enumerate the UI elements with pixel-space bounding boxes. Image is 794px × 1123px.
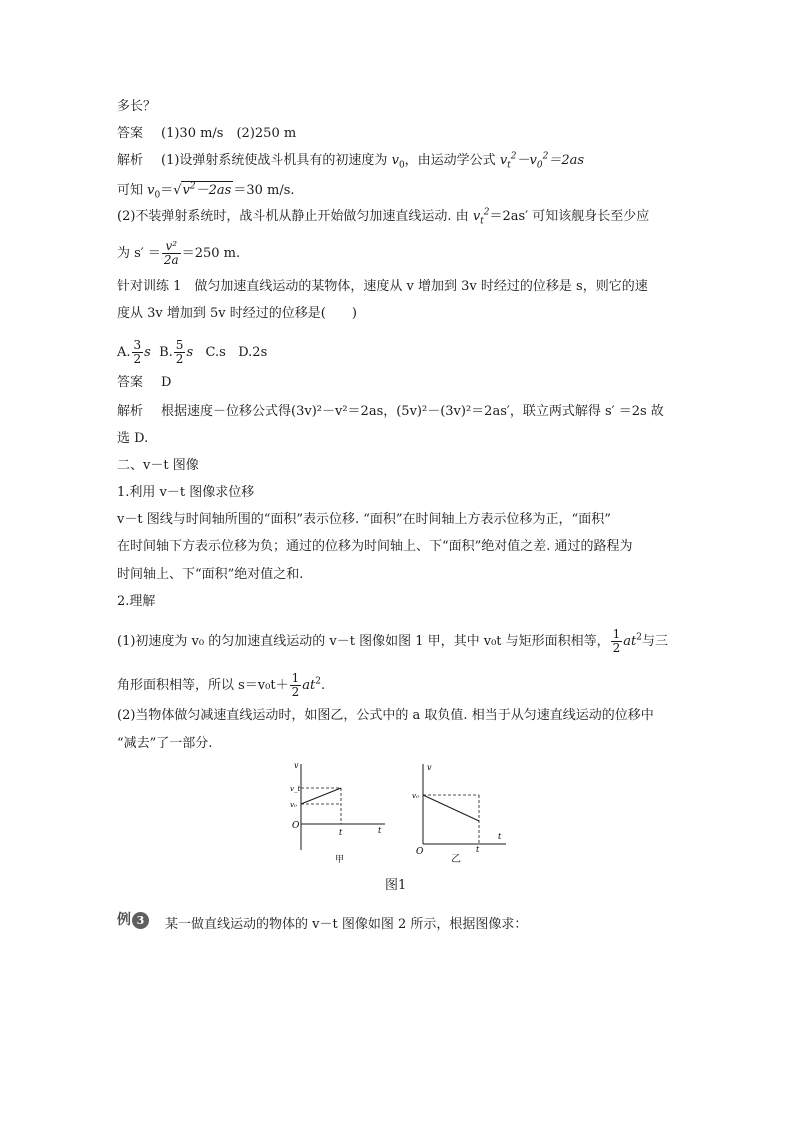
label-v0: v₀ [412, 792, 419, 800]
analysis-line: 解析 (1)设弹射系统使战斗机具有的初速度为 $v_0$，由运动学公式 $v_t^2-v_0^2=2as$ [117, 151, 585, 171]
axis-label-v: v [427, 763, 432, 772]
analysis-text: ＝30 m/s. [233, 183, 295, 198]
subsection-title: 2.理解 [117, 594, 156, 609]
figure-right-graph [406, 758, 510, 858]
example-number: 3 [132, 912, 149, 929]
analysis-text: ，由运动学公式 [404, 153, 500, 168]
analysis-line [117, 403, 664, 421]
text-line: 多长？ [117, 99, 157, 114]
figure-left-graph [285, 758, 395, 870]
analysis-text: (1)设弹射系统使战斗机具有的初速度为 [161, 153, 392, 168]
velocity-line [423, 795, 479, 821]
axis-label-v: v [294, 761, 299, 770]
analysis-text: ＝250 m. [181, 246, 241, 261]
label-v0: v₀ [290, 801, 297, 809]
analysis-text: 可知 [117, 183, 148, 198]
paragraph-line: 时间轴上、下“面积”绝对值之和. [117, 567, 304, 582]
origin-label: O [292, 821, 300, 831]
tick-label-t: t [476, 845, 480, 854]
analysis-line: 可知 $v_0=√v^2-2as =30$ m/s. [117, 181, 295, 201]
example-text: 某一做直线运动的物体的 v－t 图像如图 2 所示，根据图像求： [165, 917, 528, 932]
answer-label: 答案 [117, 375, 144, 390]
analysis-text: 为 s′ ＝ [117, 246, 161, 261]
paragraph-line: 角形面积相等，所以 s＝v₀t＋ $\frac{1}{2}$ $at^2$. [117, 671, 326, 699]
paragraph-line: 在时间轴下方表示位移为负；通过的位移为时间轴上、下“面积”绝对值之差. 通过的路程为 [117, 539, 633, 554]
paragraph-line: “减去”了一部分. [117, 736, 213, 751]
paragraph-line: v－t 图线与时间轴所围的“面积”表示位移. “面积”在时间轴上方表示位移为正，“面积” [117, 512, 611, 527]
formula: $v_t^2-v_0^2=2as$ [499, 151, 585, 171]
answer-value: D [161, 375, 172, 390]
analysis-line: (2)不装弹射系统时，战斗机从静止开始做匀加速直线运动. 由 $v_t^2=2as'$ 可知该舰身长至少应 [117, 207, 650, 227]
analysis-text: ＝2as′ 可知该舰身长至少应 [489, 209, 650, 224]
answer-line [117, 374, 171, 392]
graph-label: 甲 [335, 855, 345, 865]
paragraph-line: (1)初速度为 v₀ 的匀加速直线运动的 v－t 图像如图 1 甲，其中 v₀t 与矩形面积相等， $\frac{1}{2}$ $at^2$与三 [117, 627, 669, 655]
example-badge [117, 909, 149, 929]
label-vt: v_t [290, 785, 301, 793]
paragraph-text: 与三 [642, 634, 669, 649]
options-line [117, 339, 267, 366]
tick-label-t: t [339, 828, 343, 837]
velocity-line [301, 788, 341, 804]
axis-label-t: t [378, 826, 382, 835]
paragraph-text: (1)初速度为 v₀ 的匀加速直线运动的 v－t 图像如图 1 甲，其中 v₀t 与矩形面积相等， [117, 634, 610, 649]
training-line: 度从 3v 增加到 5v 时经过的位移是( ) [117, 306, 357, 321]
fraction: $\frac{1}{2}$ [612, 627, 621, 655]
analysis-label: 解析 [117, 153, 144, 168]
figure-caption: 图1 [385, 878, 407, 893]
paragraph-text: 角形面积相等，所以 s＝v₀t＋ [117, 678, 289, 693]
fraction: $\frac{1}{2}$ [291, 671, 300, 699]
paragraph-line: (2)当物体做匀减速直线运动时，如图乙，公式中的 a 取负值. 相当于从匀速直线运动的位移中 [117, 708, 654, 723]
training-line: 针对训练 1 做匀加速直线运动的某物体，速度从 v 增加到 3v 时经过的位移是 s，则它的速 [117, 279, 648, 294]
origin-label: O [416, 847, 424, 857]
analysis-line: 选 D. [117, 431, 149, 446]
axis-label-t: t [498, 832, 502, 841]
paragraph-text: . [320, 678, 326, 693]
analysis-text: (2)不装弹射系统时，战斗机从静止开始做匀加速直线运动. 由 [117, 209, 473, 224]
answer-value: (1)30 m/s (2)250 m [161, 126, 297, 141]
analysis-text: 根据速度－位移公式得(3v)²－v²＝2as，(5v)²－(3v)²＝2as′，联立两式解得 s′ ＝2s 故 [161, 404, 664, 419]
option-b: B. $\frac{5}{2}$ s [159, 338, 194, 366]
option-a: A. $\frac{3}{2}$ s [117, 338, 151, 366]
analysis-line [117, 240, 240, 267]
fraction: $\frac{\text{v²}}{2a}$ [163, 239, 179, 267]
section-title: 二、v－t 图像 [117, 458, 199, 473]
example-label: 例 [117, 912, 131, 928]
graph-label: 乙 [451, 854, 461, 865]
analysis-label: 解析 [117, 404, 144, 419]
option-c: C.s [205, 345, 226, 360]
option-d: D.2s [238, 345, 268, 360]
answer-label: 答案 [117, 126, 144, 141]
subsection-title: 1.利用 v－t 图像求位移 [117, 485, 255, 500]
answer-line [117, 125, 296, 143]
